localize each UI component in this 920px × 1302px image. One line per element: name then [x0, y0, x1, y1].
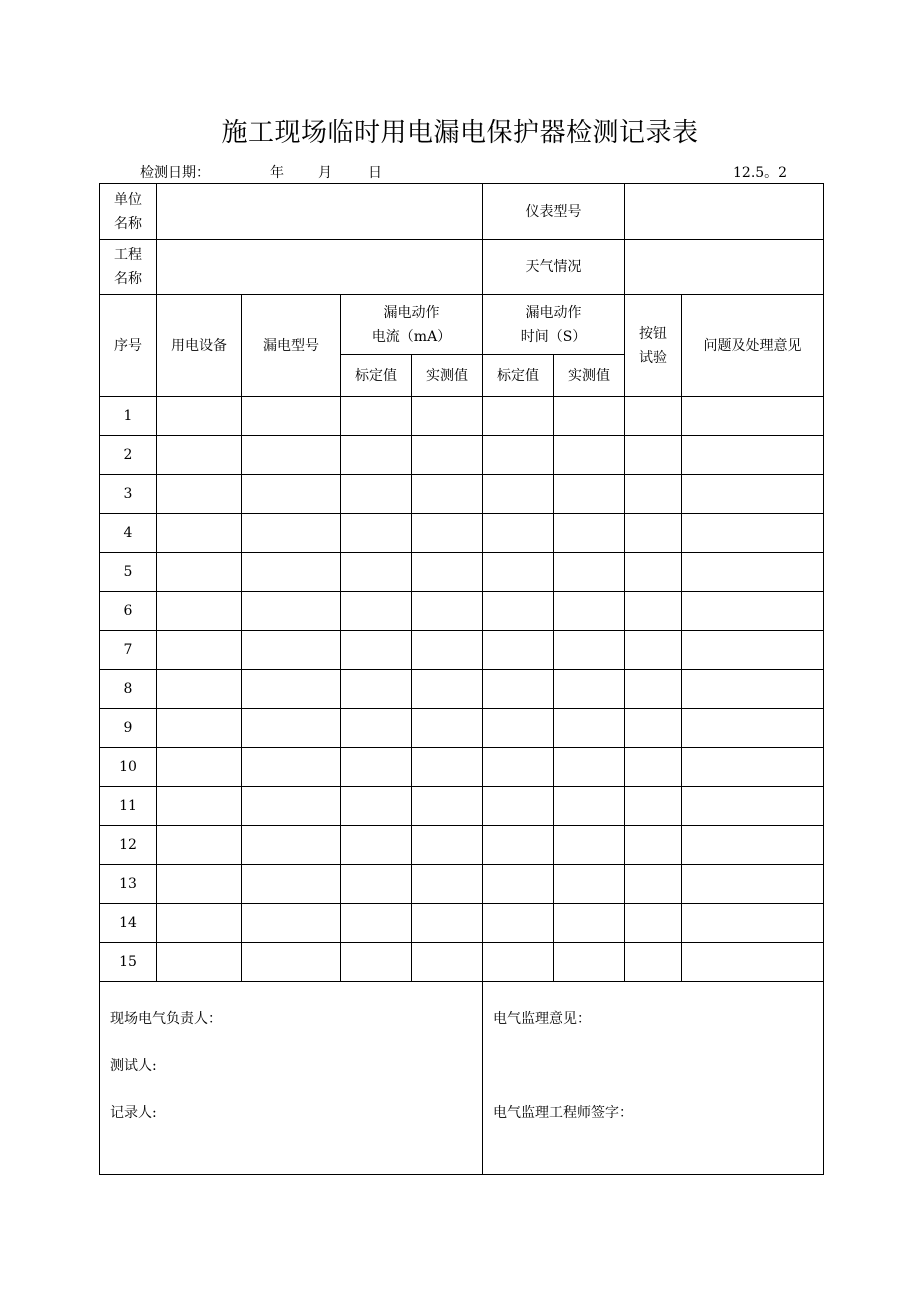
row-number: 4	[100, 514, 157, 553]
time-measured-cell[interactable]	[554, 397, 625, 436]
time-rated-cell[interactable]	[483, 787, 554, 826]
current-measured-cell[interactable]	[412, 904, 483, 943]
current-rated-cell[interactable]	[341, 436, 412, 475]
footer-right	[483, 982, 824, 1175]
table-row	[100, 943, 824, 982]
time-measured-cell[interactable]	[554, 865, 625, 904]
table-row	[100, 904, 824, 943]
time-rated-cell[interactable]	[483, 709, 554, 748]
time-rated-cell[interactable]	[483, 826, 554, 865]
model-cell[interactable]	[242, 436, 341, 475]
current-measured-cell[interactable]	[412, 943, 483, 982]
button-test-cell[interactable]	[625, 787, 682, 826]
time-rated-cell[interactable]	[483, 592, 554, 631]
time-rated-cell[interactable]	[483, 397, 554, 436]
time-rated-cell[interactable]	[483, 631, 554, 670]
row-number: 13	[100, 865, 157, 904]
model-cell[interactable]	[242, 748, 341, 787]
current-rated-cell[interactable]	[341, 748, 412, 787]
button-test-cell[interactable]	[625, 943, 682, 982]
time-rated-cell[interactable]	[483, 670, 554, 709]
current-measured-cell[interactable]	[412, 397, 483, 436]
time-rated-cell[interactable]	[483, 748, 554, 787]
col-header-time-rated: 标定值	[483, 355, 554, 397]
col-header-time-measured: 实测值	[554, 355, 625, 397]
current-rated-cell[interactable]	[341, 787, 412, 826]
weather-field[interactable]	[625, 240, 824, 295]
col-header-issues: 问题及处理意见	[682, 295, 824, 397]
info-row-unit	[100, 184, 824, 240]
device-cell[interactable]	[157, 631, 242, 670]
device-cell[interactable]	[157, 826, 242, 865]
device-cell[interactable]	[157, 943, 242, 982]
time-rated-cell[interactable]	[483, 553, 554, 592]
current-measured-cell[interactable]	[412, 670, 483, 709]
date-year-label: 年	[270, 165, 284, 181]
time-measured-cell[interactable]	[554, 670, 625, 709]
model-cell[interactable]	[242, 514, 341, 553]
table-row	[100, 826, 824, 865]
button-test-cell[interactable]	[625, 397, 682, 436]
col-header-current-rated: 标定值	[341, 355, 412, 397]
device-cell[interactable]	[157, 670, 242, 709]
current-rated-cell[interactable]	[341, 592, 412, 631]
col-header-current-measured: 实测值	[412, 355, 483, 397]
device-cell[interactable]	[157, 592, 242, 631]
row-number: 5	[100, 553, 157, 592]
issues-cell[interactable]	[682, 943, 824, 982]
row-number: 12	[100, 826, 157, 865]
table-row	[100, 631, 824, 670]
current-rated-cell[interactable]	[341, 553, 412, 592]
current-rated-cell[interactable]	[341, 670, 412, 709]
weather-label: 天气情况	[483, 240, 625, 295]
supervisor-opinion-label: 电气监理意见：	[493, 1011, 591, 1027]
issues-cell[interactable]	[682, 397, 824, 436]
table-row	[100, 787, 824, 826]
footer-left	[100, 982, 483, 1175]
current-rated-cell[interactable]	[341, 475, 412, 514]
meter-model-field[interactable]	[625, 184, 824, 240]
button-test-cell[interactable]	[625, 553, 682, 592]
device-cell[interactable]	[157, 787, 242, 826]
issues-cell[interactable]	[682, 826, 824, 865]
issues-cell[interactable]	[682, 475, 824, 514]
current-measured-cell[interactable]	[412, 475, 483, 514]
table-row	[100, 436, 824, 475]
current-rated-cell[interactable]	[341, 826, 412, 865]
time-rated-cell[interactable]	[483, 943, 554, 982]
current-measured-cell[interactable]	[412, 865, 483, 904]
unit-name-field[interactable]	[157, 184, 483, 240]
col-header-button-test: 按钮 试验	[625, 295, 682, 397]
issues-cell[interactable]	[682, 787, 824, 826]
time-rated-cell[interactable]	[483, 475, 554, 514]
issues-cell[interactable]	[682, 592, 824, 631]
time-measured-cell[interactable]	[554, 553, 625, 592]
model-cell[interactable]	[242, 553, 341, 592]
row-number: 14	[100, 904, 157, 943]
button-test-cell[interactable]	[625, 709, 682, 748]
model-cell[interactable]	[242, 631, 341, 670]
button-test-cell[interactable]	[625, 826, 682, 865]
current-measured-cell[interactable]	[412, 436, 483, 475]
current-measured-cell[interactable]	[412, 748, 483, 787]
table-row	[100, 670, 824, 709]
supervisor-sign-label: 电气监理工程师签字：	[493, 1105, 633, 1121]
header-row-1	[100, 295, 824, 355]
time-measured-cell[interactable]	[554, 787, 625, 826]
issues-cell[interactable]	[682, 904, 824, 943]
current-rated-cell[interactable]	[341, 514, 412, 553]
current-rated-cell[interactable]	[341, 904, 412, 943]
issues-cell[interactable]	[682, 748, 824, 787]
page-title: 施工现场临时用电漏电保护器检测记录表	[221, 118, 699, 148]
device-cell[interactable]	[157, 904, 242, 943]
row-number: 9	[100, 709, 157, 748]
table-row	[100, 475, 824, 514]
current-measured-cell[interactable]	[412, 787, 483, 826]
info-row-project	[100, 240, 824, 295]
button-test-cell[interactable]	[625, 748, 682, 787]
record-table	[99, 183, 824, 1175]
device-cell[interactable]	[157, 553, 242, 592]
button-test-cell[interactable]	[625, 436, 682, 475]
time-rated-cell[interactable]	[483, 904, 554, 943]
row-number: 1	[100, 397, 157, 436]
site-owner-label: 现场电气负责人：	[110, 1011, 222, 1027]
model-cell[interactable]	[242, 904, 341, 943]
table-row	[100, 514, 824, 553]
button-test-cell[interactable]	[625, 514, 682, 553]
col-header-current: 漏电动作 电流（mA）	[341, 295, 483, 355]
current-rated-cell[interactable]	[341, 943, 412, 982]
issues-cell[interactable]	[682, 436, 824, 475]
row-number: 7	[100, 631, 157, 670]
date-day-label: 日	[368, 165, 382, 181]
row-number: 3	[100, 475, 157, 514]
time-measured-cell[interactable]	[554, 475, 625, 514]
col-header-device: 用电设备	[157, 295, 242, 397]
recorder-label: 记录人:	[110, 1105, 157, 1121]
model-cell[interactable]	[242, 943, 341, 982]
current-rated-cell[interactable]	[341, 709, 412, 748]
issues-cell[interactable]	[682, 670, 824, 709]
time-measured-cell[interactable]	[554, 709, 625, 748]
issues-cell[interactable]	[682, 865, 824, 904]
model-cell[interactable]	[242, 592, 341, 631]
date-month-label: 月	[318, 165, 332, 181]
device-cell[interactable]	[157, 865, 242, 904]
table-row	[100, 748, 824, 787]
table-row	[100, 553, 824, 592]
device-cell[interactable]	[157, 514, 242, 553]
table-row	[100, 397, 824, 436]
current-measured-cell[interactable]	[412, 709, 483, 748]
button-test-cell[interactable]	[625, 631, 682, 670]
project-name-field[interactable]	[157, 240, 483, 295]
table-row	[100, 865, 824, 904]
time-rated-cell[interactable]	[483, 436, 554, 475]
model-cell[interactable]	[242, 787, 341, 826]
current-measured-cell[interactable]	[412, 592, 483, 631]
current-measured-cell[interactable]	[412, 826, 483, 865]
current-measured-cell[interactable]	[412, 514, 483, 553]
issues-cell[interactable]	[682, 709, 824, 748]
model-cell[interactable]	[242, 670, 341, 709]
current-measured-cell[interactable]	[412, 553, 483, 592]
model-cell[interactable]	[242, 826, 341, 865]
button-test-cell[interactable]	[625, 670, 682, 709]
row-number: 8	[100, 670, 157, 709]
table-row	[100, 592, 824, 631]
row-number: 2	[100, 436, 157, 475]
issues-cell[interactable]	[682, 514, 824, 553]
model-cell[interactable]	[242, 865, 341, 904]
current-rated-cell[interactable]	[341, 397, 412, 436]
time-measured-cell[interactable]	[554, 436, 625, 475]
col-header-seq: 序号	[100, 295, 157, 397]
tester-label: 测试人:	[110, 1058, 157, 1074]
meter-model-label: 仪表型号	[483, 184, 625, 240]
unit-name-label: 单位 名称	[100, 184, 157, 240]
row-number: 11	[100, 787, 157, 826]
button-test-cell[interactable]	[625, 865, 682, 904]
time-measured-cell[interactable]	[554, 748, 625, 787]
table-row	[100, 709, 824, 748]
date-label: 检测日期：	[140, 165, 210, 181]
time-measured-cell[interactable]	[554, 943, 625, 982]
time-rated-cell[interactable]	[483, 514, 554, 553]
device-cell[interactable]	[157, 397, 242, 436]
time-measured-cell[interactable]	[554, 631, 625, 670]
device-cell[interactable]	[157, 748, 242, 787]
model-cell[interactable]	[242, 475, 341, 514]
current-measured-cell[interactable]	[412, 631, 483, 670]
button-test-cell[interactable]	[625, 475, 682, 514]
col-header-time: 漏电动作 时间（S）	[483, 295, 625, 355]
time-measured-cell[interactable]	[554, 592, 625, 631]
button-test-cell[interactable]	[625, 592, 682, 631]
time-measured-cell[interactable]	[554, 514, 625, 553]
footer-row	[100, 982, 824, 1175]
form-code: 12.5。2	[733, 165, 788, 181]
project-name-label: 工程 名称	[100, 240, 157, 295]
device-cell[interactable]	[157, 475, 242, 514]
issues-cell[interactable]	[682, 631, 824, 670]
row-number: 6	[100, 592, 157, 631]
device-cell[interactable]	[157, 436, 242, 475]
current-rated-cell[interactable]	[341, 865, 412, 904]
time-measured-cell[interactable]	[554, 826, 625, 865]
issues-cell[interactable]	[682, 553, 824, 592]
col-header-model: 漏电型号	[242, 295, 341, 397]
button-test-cell[interactable]	[625, 904, 682, 943]
device-cell[interactable]	[157, 709, 242, 748]
row-number: 15	[100, 943, 157, 982]
time-measured-cell[interactable]	[554, 904, 625, 943]
current-rated-cell[interactable]	[341, 631, 412, 670]
model-cell[interactable]	[242, 397, 341, 436]
row-number: 10	[100, 748, 157, 787]
time-rated-cell[interactable]	[483, 865, 554, 904]
model-cell[interactable]	[242, 709, 341, 748]
